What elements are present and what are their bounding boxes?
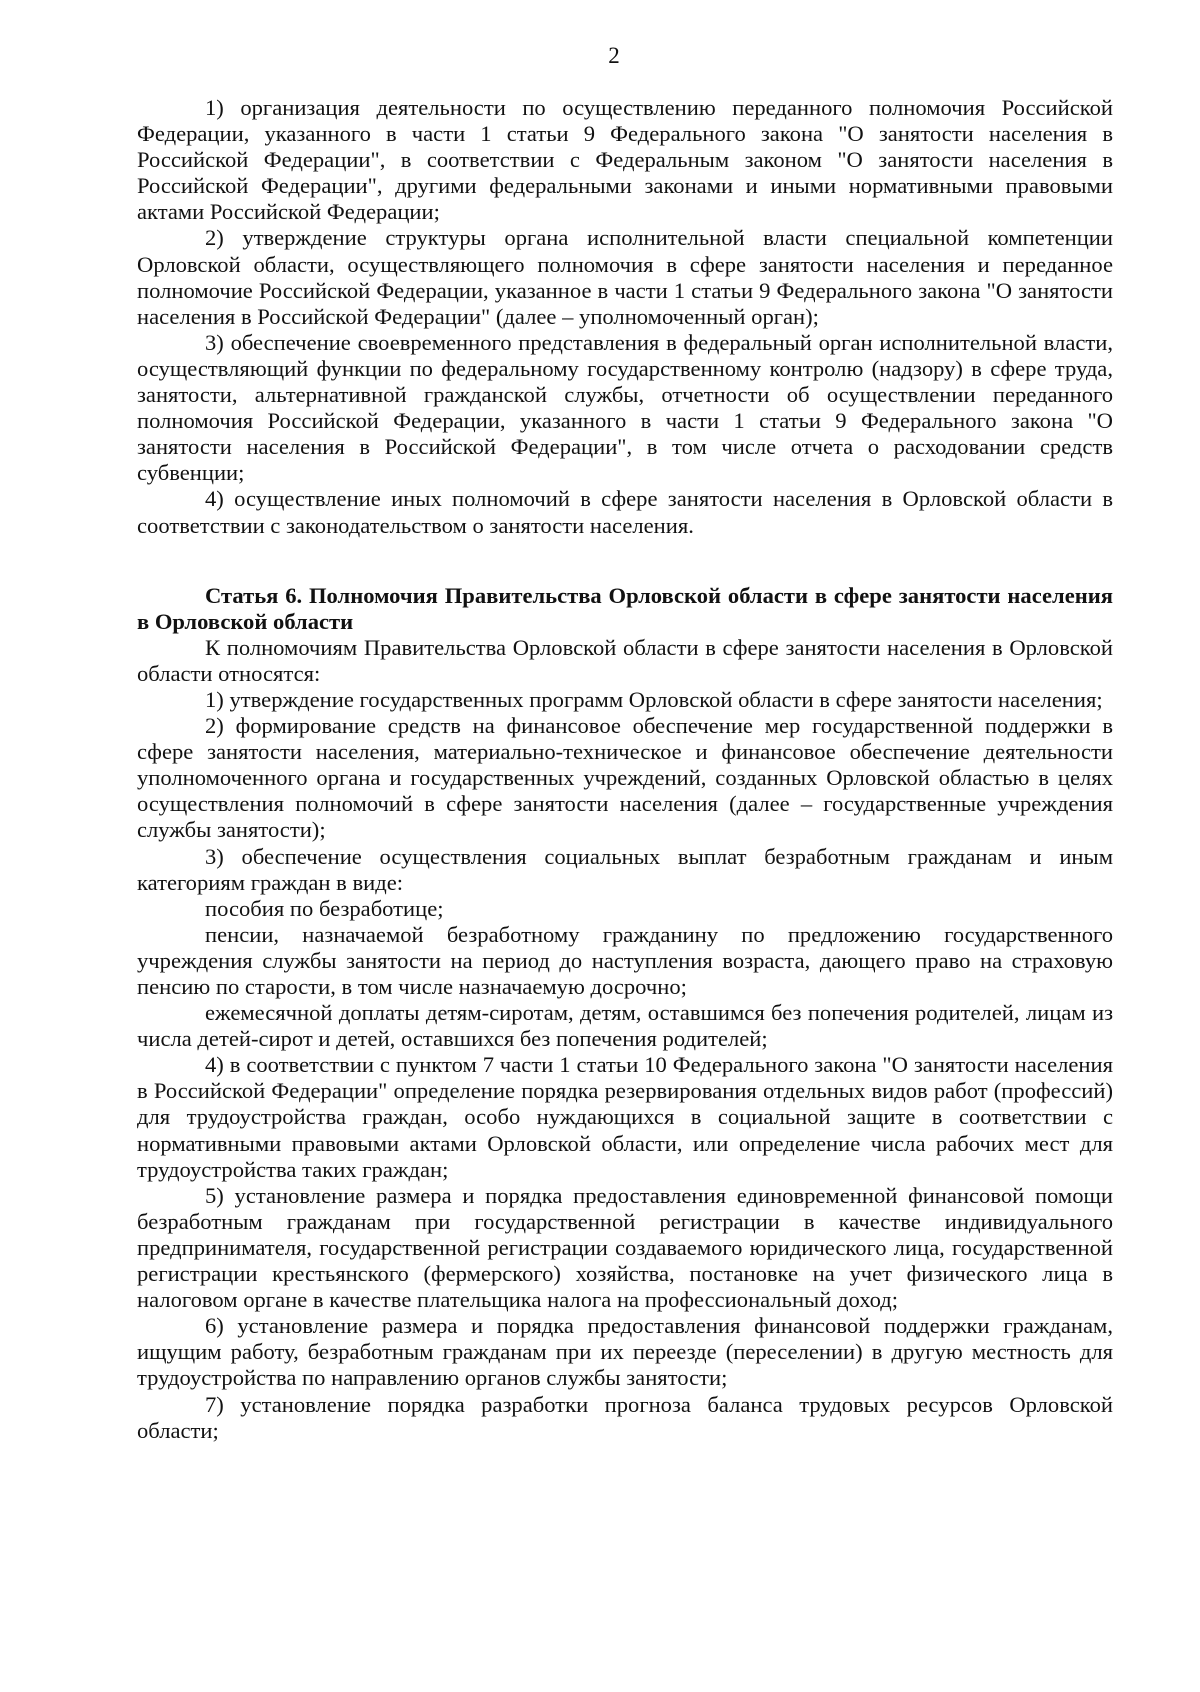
list-item: 4) осуществление иных полномочий в сфере занятости населения в Орловской области в соответствии с законодательством о занятости населения. <box>137 486 1113 538</box>
sub-list-item: ежемесячной доплаты детям-сиротам, детям, оставшимся без попечения родителей, лицам из числа детей-сирот и детей, оставшихся без попечения родителей; <box>137 1000 1113 1052</box>
list-item: 2) утверждение структуры органа исполнительной власти специальной компетенции Орловской области, осуществляющего полномочия в сфере занятости населения и переданное полномочие Российской Федерации, указанное в части 1 статьи 9 Федерального закона "О занятости населения в Российской Федерации" (далее – уполномоченный орган); <box>137 225 1113 329</box>
list-item: 5) установление размера и порядка предоставления единовременной финансовой помощи безработным гражданам при государственной регистрации в качестве индивидуального предпринимателя, государственной регистрации создаваемого юридического лица, государственной регистрации крестьянского (фермерского) хозяйства, постановке на учет физического лица в налоговом органе в качестве плательщика налога на профессиональный доход; <box>137 1182 1113 1313</box>
sub-list-item: пособия по безработице; <box>205 895 444 921</box>
list-item: 7) установление порядка разработки прогноза баланса трудовых ресурсов Орловской области; <box>137 1391 1113 1443</box>
list-item: 6) установление размера и порядка предоставления финансовой поддержки гражданам, ищущим работу, безработным гражданам при их переезде (переселении) в другую местность для трудоустройства по направлению органов службы занятости; <box>137 1313 1113 1391</box>
list-item: 2) формирование средств на финансовое обеспечение мер государственной поддержки в сфере занятости населения, материально-техническое и финансовое обеспечение деятельности уполномоченного органа и государственных учреждений, созданных Орловской областью в целях осуществления полномочий в сфере занятости населения (далее – государственные учреждения службы занятости); <box>137 713 1113 843</box>
article-intro: К полномочиям Правительства Орловской области в сфере занятости населения в Орловской области относятся: <box>137 634 1113 686</box>
list-item: 3) обеспечение своевременного представления в федеральный орган исполнительной власти, осуществляющий функции по федеральному государственному контролю (надзору) в сфере труда, занятости, альтернативной гражданской службы, отчетности об осуществлении переданного полномочия Российской Федерации, указанного в части 1 статьи 9 Федерального закона "О занятости населения в Российской Федерации", в том числе отчета о расходовании средств субвенции; <box>137 329 1113 486</box>
list-item: 3) обеспечение осуществления социальных выплат безработным гражданам и иным категориям граждан в виде: <box>137 843 1113 895</box>
sub-list-item: пенсии, назначаемой безработному гражданину по предложению государственного учреждения службы занятости на период до наступления возраста, дающего право на страховую пенсию по старости, в том числе назначаемую досрочно; <box>137 921 1113 999</box>
article-heading: Статья 6. Полномочия Правительства Орловской области в сфере занятости населения в Орловской области <box>137 582 1113 634</box>
list-item: 4) в соответствии с пунктом 7 части 1 статьи 10 Федерального закона "О занятости населения в Российской Федерации" определение порядка резервирования отдельных видов работ (профессий) для трудоустройства граждан, особо нуждающихся в социальной защите в соответствии с нормативными правовыми актами Орловской области, или определение числа рабочих мест для трудоустройства таких граждан; <box>137 1052 1113 1182</box>
document-body <box>137 95 1113 1444</box>
list-item: 1) организация деятельности по осуществлению переданного полномочия Российской Федерации, указанного в части 1 статьи 9 Федерального закона "О занятости населения в Российской Федерации", в соответствии с Федеральным законом "О занятости населения в Российской Федерации", другими федеральными законами и иными нормативными правовыми актами Российской Федерации; <box>137 95 1113 225</box>
page-number: 2 <box>608 43 620 68</box>
list-item: 1) утверждение государственных программ Орловской области в сфере занятости населения; <box>205 686 1103 712</box>
